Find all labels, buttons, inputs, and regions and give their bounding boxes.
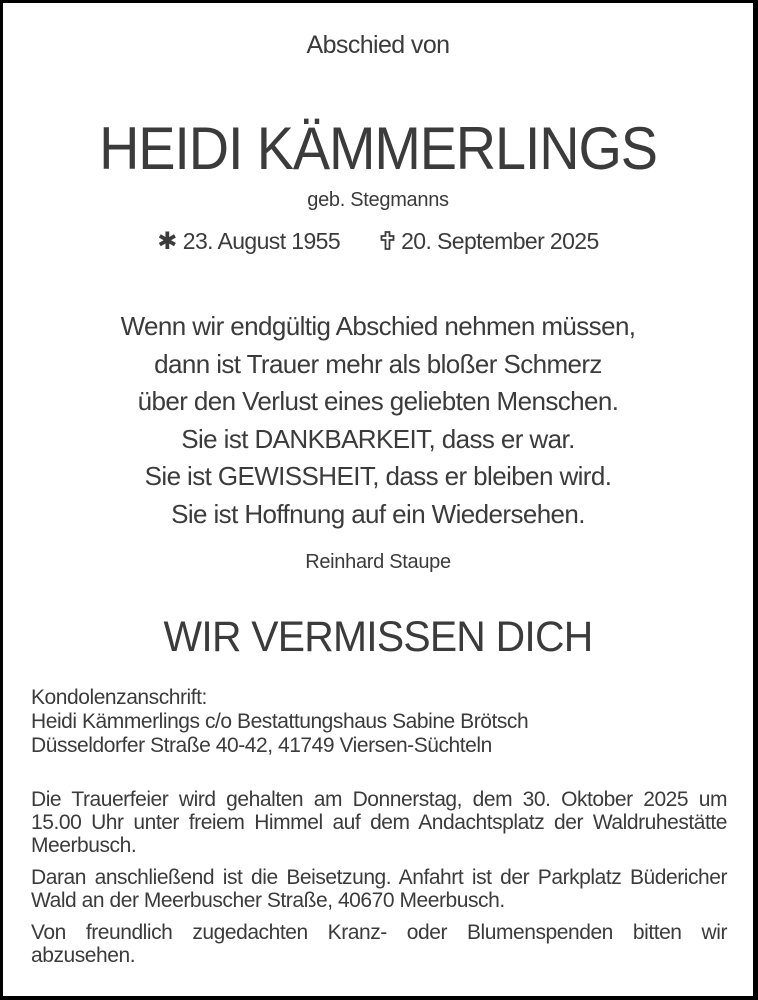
condolence-address xyxy=(31,686,727,758)
intro-text: Abschied von xyxy=(306,31,450,59)
life-dates xyxy=(3,227,753,256)
ceremony-paragraph: Die Trauerfeier wird gehalten am Donnerstag, dem 30. Oktober 2025 um 15.00 Uhr unter freiem Himmel auf dem Andachtsplatz der Waldruhestätte Meerbusch. xyxy=(31,788,727,857)
death-date-group xyxy=(380,228,599,255)
birth-date: 23. August 1955 xyxy=(182,228,341,254)
condolence-label: Kondolenzanschrift: xyxy=(31,686,207,709)
headline: WIR VERMISSEN DICH xyxy=(163,613,593,661)
death-cross-icon xyxy=(380,231,395,250)
poem-line: Sie ist Hoffnung auf ein Wiedersehen. xyxy=(171,498,585,529)
poem-line: dann ist Trauer mehr als bloßer Schmerz xyxy=(154,348,602,379)
ceremony-info xyxy=(31,788,727,976)
poem-line: Sie ist GEWISSHEIT, dass er bleiben wird. xyxy=(144,461,612,491)
condolence-address-line-2: Düsseldorfer Straße 40-42, 41749 Viersen-Süchteln xyxy=(31,734,492,757)
poem xyxy=(3,308,753,533)
poem-line: Wenn wir endgültig Abschied nehmen müssen, xyxy=(120,311,636,341)
burial-paragraph: Daran anschließend ist die Beisetzung. Anfahrt ist der Parkplatz Büdericher Wald an der Meerbuscher Straße, 40670 Meerbusch. xyxy=(31,866,727,912)
poem-line: über den Verlust eines geliebten Menschen. xyxy=(137,386,619,416)
deceased-name: HEIDI KÄMMERLINGS xyxy=(99,115,657,182)
condolence-address-line-1: Heidi Kämmerlings c/o Bestattungshaus Sabine Brötsch xyxy=(31,710,529,733)
maiden-name: geb. Stegmanns xyxy=(307,189,449,211)
poem-line: Sie ist DANKBARKEIT, dass er war. xyxy=(181,423,575,454)
poem-author: Reinhard Staupe xyxy=(305,551,451,573)
flowers-paragraph: Von freundlich zugedachten Kranz- oder Blumenspenden bitten wir abzusehen. xyxy=(31,921,727,967)
birth-date-group xyxy=(157,227,340,256)
death-date: 20. September 2025 xyxy=(401,228,599,254)
birth-star-icon: ✱ xyxy=(157,228,177,255)
